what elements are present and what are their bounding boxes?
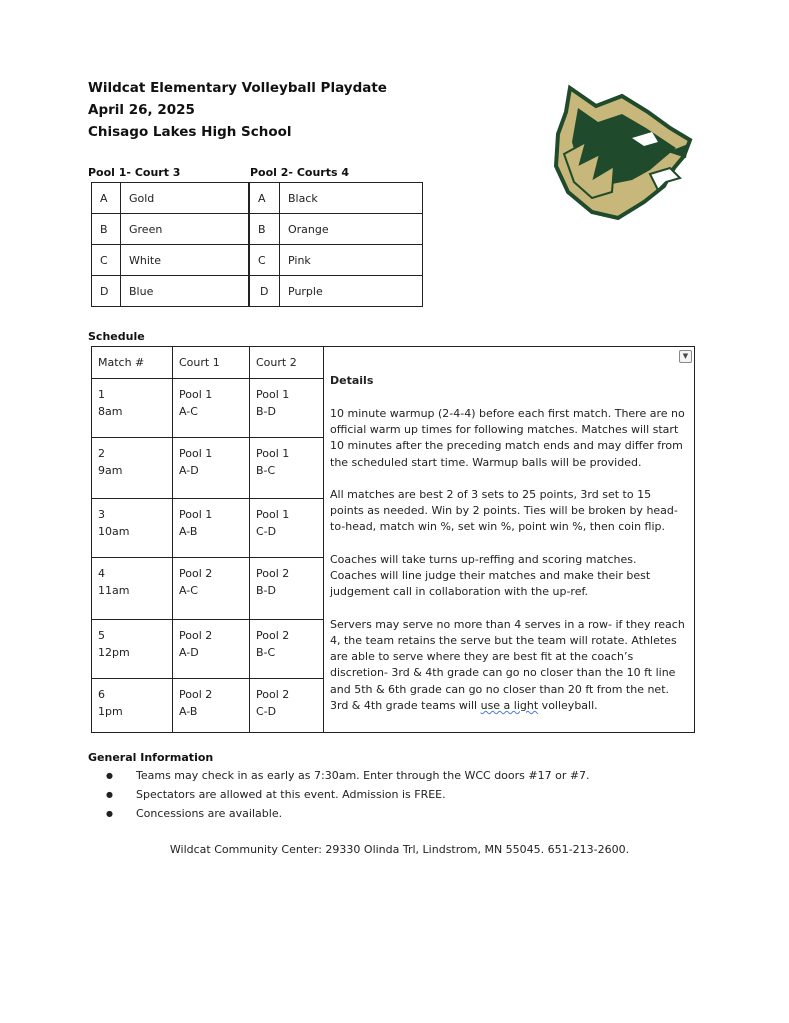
court-pool: Pool 2 [179, 629, 213, 642]
match-time: 9am [98, 464, 123, 477]
pool-team: Purple [280, 276, 423, 307]
pool-team: White [121, 245, 249, 276]
page-title: Wildcat Elementary Volleyball Playdate [88, 80, 387, 96]
court-pool: Pool 1 [179, 447, 213, 460]
court-match: A-C [179, 584, 198, 597]
details-cell [324, 347, 695, 733]
court-pool: Pool 2 [256, 688, 290, 701]
court-1-cell [173, 438, 250, 499]
pool-seed: B [92, 214, 121, 245]
pool-1-label: Pool 1- Court 3 [88, 166, 181, 179]
court-match: B-C [256, 464, 276, 477]
match-cell [92, 558, 173, 620]
pool-team: Black [280, 183, 423, 214]
general-info-label: General Information [88, 751, 214, 764]
pool-team: Gold [121, 183, 249, 214]
court-match: A-B [179, 525, 198, 538]
court-pool: Pool 2 [256, 567, 290, 580]
match-cell [92, 438, 173, 499]
court-1-cell [173, 679, 250, 733]
match-cell [92, 499, 173, 558]
match-number: 4 [98, 567, 105, 580]
header-match: Match # [92, 347, 173, 379]
court-1-cell [173, 499, 250, 558]
court-2-cell [250, 499, 324, 558]
court-pool: Pool 2 [179, 567, 213, 580]
court-match: C-D [256, 705, 277, 718]
details-reffing: Coaches will take turns up-reffing and scoring matches. Coaches will line judge their matches and make their best judgement call in collaboration with the up-ref. [330, 552, 651, 599]
details-serving-end: volleyball. [538, 699, 598, 713]
court-2-cell [250, 620, 324, 679]
details-title: Details [330, 373, 374, 387]
pool-seed: D [92, 276, 121, 307]
court-match: A-C [179, 405, 198, 418]
details-serving-text: Servers may serve no more than 4 serves in a row- if they reach 4, the team retains the serve but the team will rotate. Athletes are able to serve where they are best fit at the coach’s discretion- 3rd & 4th grade can go no closer than the 10 ft line and 5th & 6th grade can go no closer than 20 ft from the net. 3rd & 4th grade teams will [330, 617, 685, 713]
match-cell [92, 620, 173, 679]
court-match: A-D [179, 646, 199, 659]
match-time: 12pm [98, 646, 130, 659]
table-row [250, 214, 423, 245]
pool-2-label: Pool 2- Courts 4 [250, 166, 349, 179]
court-2-cell [250, 438, 324, 499]
schedule-table [91, 346, 695, 733]
pool-seed: A [92, 183, 121, 214]
court-pool: Pool 1 [256, 447, 290, 460]
pool-seed: D [250, 276, 280, 307]
pool-team: Pink [280, 245, 423, 276]
pool-seed: C [92, 245, 121, 276]
match-time: 10am [98, 525, 130, 538]
table-row [92, 183, 249, 214]
court-2-cell [250, 558, 324, 620]
match-cell [92, 379, 173, 438]
list-item: ● Spectators are allowed at this event. Admission is FREE. [106, 785, 590, 804]
match-number: 5 [98, 629, 105, 642]
court-match: B-D [256, 405, 276, 418]
header-court-2: Court 2 [250, 347, 324, 379]
match-number: 1 [98, 388, 105, 401]
pool-seed: A [250, 183, 280, 214]
pool-seed: B [250, 214, 280, 245]
court-pool: Pool 1 [256, 508, 290, 521]
table-row [92, 245, 249, 276]
table-row [250, 276, 423, 307]
pool-team: Blue [121, 276, 249, 307]
court-pool: Pool 2 [256, 629, 290, 642]
match-number: 6 [98, 688, 105, 701]
table-row [250, 245, 423, 276]
court-pool: Pool 1 [179, 508, 213, 521]
court-match: A-D [179, 464, 199, 477]
table-row [92, 276, 249, 307]
court-2-cell [250, 679, 324, 733]
pool-1-table [91, 182, 249, 307]
schedule-label: Schedule [88, 330, 145, 343]
match-cell [92, 679, 173, 733]
pool-team: Green [121, 214, 249, 245]
court-match: A-B [179, 705, 198, 718]
match-time: 8am [98, 405, 123, 418]
table-row [92, 214, 249, 245]
match-number: 2 [98, 447, 105, 460]
court-match: C-D [256, 525, 277, 538]
details-dropdown-icon[interactable]: ▼ [679, 350, 692, 363]
wildcat-mascot-icon [552, 82, 694, 220]
court-2-cell [250, 379, 324, 438]
match-time: 11am [98, 584, 130, 597]
event-date: April 26, 2025 [88, 102, 195, 118]
list-item: ● Concessions are available. [106, 804, 590, 823]
match-time: 1pm [98, 705, 123, 718]
list-item: ● Teams may check in as early as 7:30am. Enter through the WCC doors #17 or #7. [106, 766, 590, 785]
table-header-row [92, 347, 695, 379]
pool-seed: C [250, 245, 280, 276]
match-number: 3 [98, 508, 105, 521]
details-warmup: 10 minute warmup (2-4-4) before each first match. There are no official warm up times for following matches. Matches will start 10 minutes after the preceding match ends and may differ from the scheduled start time. Warmup balls will be provided. [330, 406, 685, 469]
court-match: B-D [256, 584, 276, 597]
court-pool: Pool 2 [179, 688, 213, 701]
event-location: Chisago Lakes High School [88, 124, 292, 140]
details-serving [330, 617, 686, 715]
court-pool: Pool 1 [179, 388, 213, 401]
table-row [250, 183, 423, 214]
header-court-1: Court 1 [173, 347, 250, 379]
general-info-list [106, 766, 590, 823]
footer-address: Wildcat Community Center: 29330 Olinda Trl, Lindstrom, MN 55045. 651-213-2600. [169, 843, 630, 856]
court-1-cell [173, 620, 250, 679]
pool-team: Orange [280, 214, 423, 245]
court-1-cell [173, 558, 250, 620]
pool-2-table [249, 182, 423, 307]
details-scoring: All matches are best 2 of 3 sets to 25 points, 3rd set to 15 points as needed. Win by 2 points. Ties will be broken by head-to-head, match win %, set win %, point win %, then coin flip. [330, 487, 678, 534]
court-match: B-C [256, 646, 276, 659]
court-pool: Pool 1 [256, 388, 290, 401]
court-1-cell [173, 379, 250, 438]
spellcheck-marked-text: use a light [480, 699, 539, 713]
